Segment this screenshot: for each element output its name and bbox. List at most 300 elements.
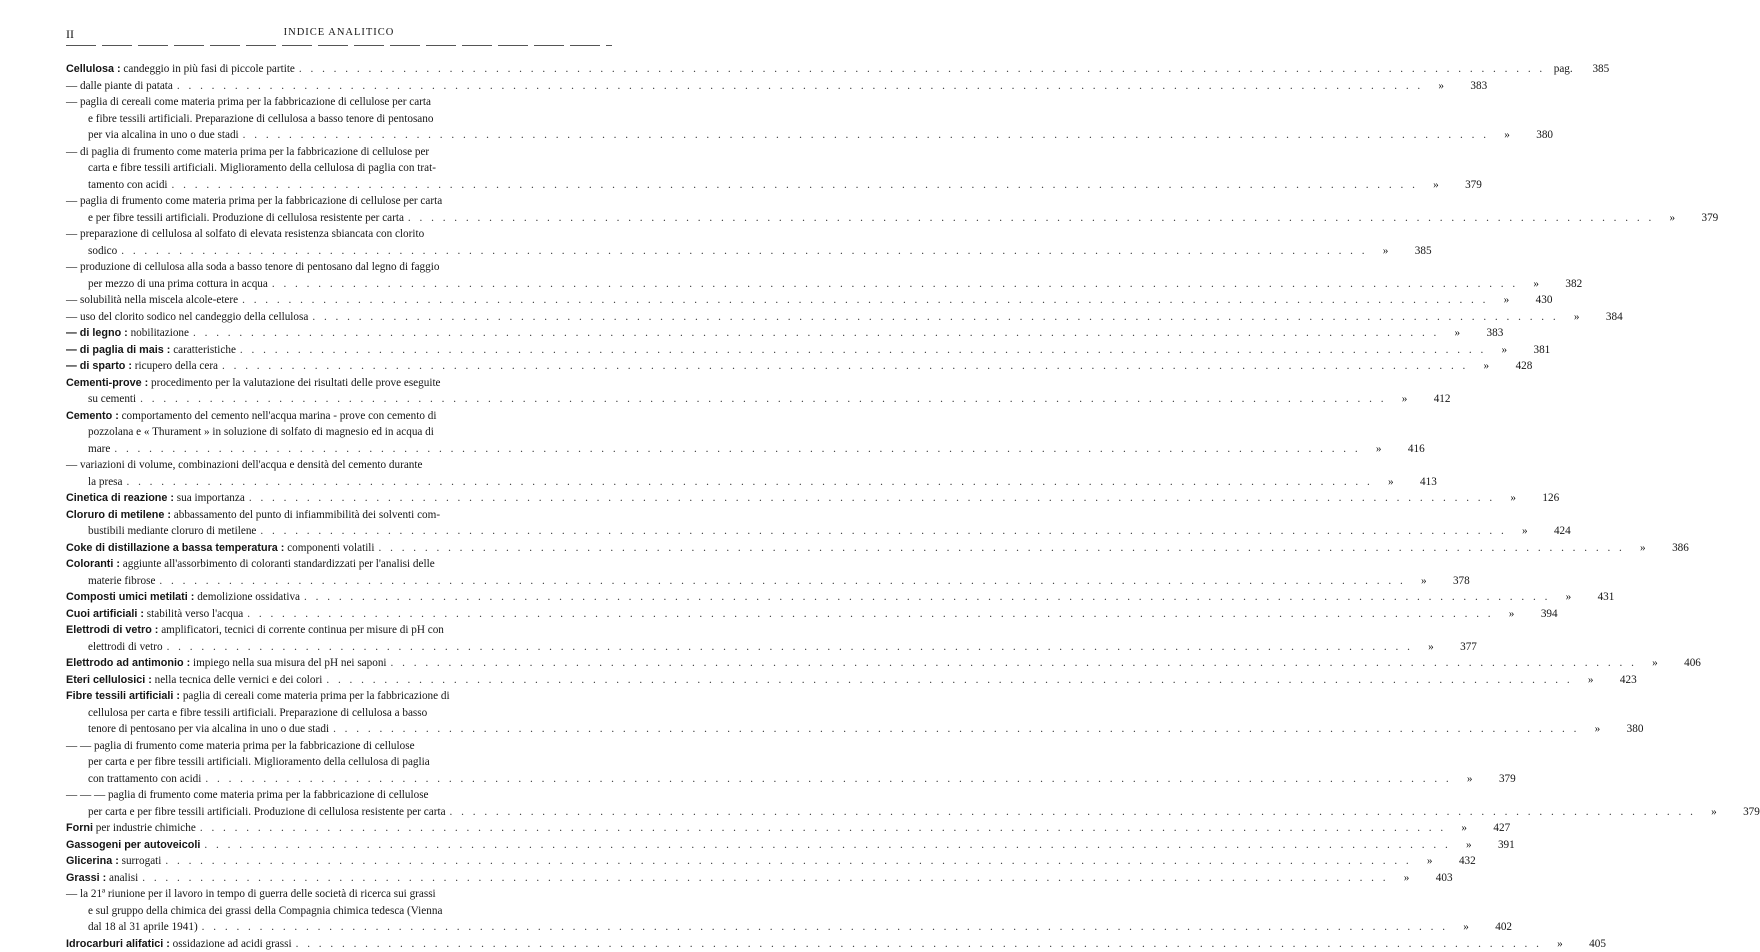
page-reference: [1452, 919, 1512, 936]
entry-text: [66, 787, 616, 804]
index-list: [66, 61, 616, 952]
entry-text: [66, 622, 616, 639]
entry-description: per carta e per fibre tessili artificiali. Miglioramento della cellulosa di paglia: [88, 756, 430, 768]
page-number: 423: [1609, 672, 1637, 689]
entry-text: [66, 94, 616, 111]
index-entry: [66, 606, 616, 623]
index-entry: [66, 655, 616, 672]
page-reference: [1472, 358, 1532, 375]
entry-description: — — paglia di frumento come materia prima per la fabbricazione di cellulose: [66, 740, 415, 752]
index-entry-line: [66, 144, 616, 161]
index-entry: [66, 78, 616, 95]
dot-leader: [247, 606, 1493, 623]
page-reference: [1583, 721, 1643, 738]
entry-text: [88, 721, 329, 738]
page-number: 382: [1554, 276, 1582, 293]
page-marker: »: [1511, 523, 1539, 540]
index-entry-line: [66, 127, 616, 144]
entry-description: per mezzo di una prima cottura in acqua: [88, 278, 268, 290]
page-reference: [1443, 325, 1503, 342]
page-reference: [1492, 292, 1552, 309]
index-entry: [66, 309, 616, 326]
page-number: 427: [1482, 820, 1510, 837]
entry-description: — di paglia di frumento come materia prima per la fabbricazione di cellulose per: [66, 146, 429, 158]
page-reference: [1490, 342, 1550, 359]
dot-leader: [193, 325, 1439, 342]
page-reference: [1393, 870, 1453, 887]
dot-leader: [260, 523, 1506, 540]
dot-leader: [204, 837, 1450, 854]
entry-description: per via alcalina in uno o due stadi: [88, 129, 239, 141]
page-marker: »: [1410, 573, 1438, 590]
entry-term: — di sparto :: [66, 360, 132, 372]
entry-text: [66, 325, 189, 342]
entry-text: [88, 127, 239, 144]
dot-leader: [159, 573, 1405, 590]
entry-term: — di legno :: [66, 327, 128, 339]
entry-text: [66, 144, 616, 161]
index-entry-line: [66, 490, 616, 507]
page-number: 416: [1397, 441, 1425, 458]
dot-leader: [222, 358, 1468, 375]
index-entry-line: [66, 259, 616, 276]
entry-text: [66, 226, 616, 243]
page-reference: [1658, 210, 1718, 227]
page-number: 406: [1673, 655, 1701, 672]
entry-description: impiego nella sua misura del pH nei saponi: [193, 657, 387, 669]
page-reference: [1365, 441, 1425, 458]
dot-leader: [121, 243, 1367, 260]
entry-description: materie fibrose: [88, 575, 155, 587]
index-entry-line: [66, 936, 616, 952]
page-number: 413: [1409, 474, 1437, 491]
page-reference: [1522, 276, 1582, 293]
entry-description: comportamento del cemento nell'acqua marina - prove con cemento di: [122, 410, 437, 422]
page-reference: [1416, 853, 1476, 870]
index-entry: [66, 144, 616, 194]
entry-text: [88, 111, 616, 128]
index-entry-line: [66, 903, 616, 920]
entry-term: Elettrodo ad antimonio :: [66, 657, 190, 669]
page-number: 377: [1449, 639, 1477, 656]
entry-description: amplificatori, tecnici di corrente continua per misure di pH con: [161, 624, 444, 636]
entry-text: [88, 754, 616, 771]
entry-text: [66, 457, 616, 474]
index-entry-line: [66, 589, 616, 606]
page-number: 412: [1422, 391, 1450, 408]
entry-description: — uso del clorito sodico nel candeggio della cellulosa: [66, 311, 308, 323]
index-entry: [66, 837, 616, 854]
index-entry: [66, 870, 616, 887]
entry-description: analisi: [109, 872, 138, 884]
entry-description: — la 21ª riunione per il lavoro in tempo di guerra delle società di ricerca sui grassi: [66, 888, 436, 900]
entry-text: [88, 177, 168, 194]
entry-description: candeggio in più fasi di piccole partite: [123, 63, 294, 75]
page-marker: »: [1422, 177, 1450, 194]
page-marker: »: [1498, 606, 1526, 623]
index-entry-line: [66, 573, 616, 590]
index-entry: [66, 325, 616, 342]
entry-text: [66, 853, 161, 870]
index-entry-line: [66, 721, 616, 738]
entry-term: Coloranti :: [66, 558, 120, 570]
index-entry-line: [66, 853, 616, 870]
header-title: INDICE ANALITICO: [66, 27, 612, 38]
entry-text: [66, 738, 616, 755]
entry-text: [66, 309, 308, 326]
page-marker: »: [1472, 358, 1500, 375]
dot-leader: [114, 441, 1360, 458]
entry-text: [66, 936, 292, 952]
dot-leader: [140, 391, 1386, 408]
entry-description: — dalle piante di patata: [66, 80, 173, 92]
header-page-number: II: [66, 27, 74, 42]
dot-leader: [379, 540, 1625, 557]
index-entry: [66, 787, 616, 820]
index-entry: [66, 622, 616, 655]
page-reference: [1410, 573, 1470, 590]
page-marker: »: [1583, 721, 1611, 738]
index-entry-line: [66, 358, 616, 375]
index-entry-line: [66, 919, 616, 936]
page-marker: »: [1390, 391, 1418, 408]
index-entry: [66, 94, 616, 144]
entry-description: abbassamento del punto di infiammibilità dei solventi com-: [174, 509, 440, 521]
entry-description: e fibre tessili artificiali. Preparazione di cellulosa a basso tenore di pentosano: [88, 113, 433, 125]
index-entry-line: [66, 424, 616, 441]
entry-text: [88, 771, 201, 788]
page-reference: [1577, 672, 1637, 689]
page-number: 379: [1690, 210, 1718, 227]
page-reference: [1499, 490, 1559, 507]
entry-description: nobilitazione: [131, 327, 189, 339]
index-entry: [66, 375, 616, 408]
entry-description: ricupero della cera: [135, 360, 218, 372]
page-reference: [1554, 589, 1614, 606]
page-number: 385: [1404, 243, 1432, 260]
entry-description: pozzolana e « Thurament » in soluzione di solfato di magnesio ed in acqua di: [88, 426, 434, 438]
page-marker: »: [1700, 804, 1728, 821]
page-reference: [1417, 639, 1477, 656]
page-number: 381: [1522, 342, 1550, 359]
entry-text: [66, 556, 616, 573]
index-entry-line: [66, 111, 616, 128]
page-number: 379: [1454, 177, 1482, 194]
index-entry-line: [66, 276, 616, 293]
index-entry: [66, 292, 616, 309]
page-marker: »: [1490, 342, 1518, 359]
page-marker: »: [1372, 243, 1400, 260]
entry-description: cellulosa per carta e fibre tessili artificiali. Preparazione di cellulosa a basso: [88, 707, 427, 719]
entry-text: [66, 886, 616, 903]
index-entry-line: [66, 754, 616, 771]
index-entry: [66, 408, 616, 458]
entry-term: Eteri cellulosici :: [66, 674, 152, 686]
index-entry-line: [66, 655, 616, 672]
entry-text: [88, 804, 446, 821]
page-marker: »: [1427, 78, 1455, 95]
page-marker: »: [1455, 837, 1483, 854]
entry-text: [66, 292, 238, 309]
entry-text: [88, 474, 122, 491]
index-entry-line: [66, 771, 616, 788]
index-entry-line: [66, 325, 616, 342]
entry-text: [66, 672, 322, 689]
dot-leader: [299, 61, 1545, 78]
index-entry-line: [66, 688, 616, 705]
index-entry: [66, 738, 616, 788]
page-number: 383: [1475, 325, 1503, 342]
page-number: 405: [1578, 936, 1606, 952]
index-entry-line: [66, 523, 616, 540]
index-entry-line: [66, 705, 616, 722]
index-entry-line: [66, 292, 616, 309]
page-marker: »: [1456, 771, 1484, 788]
dot-leader: [450, 804, 1696, 821]
entry-text: [88, 639, 163, 656]
page-marker: »: [1492, 292, 1520, 309]
page-number: 431: [1586, 589, 1614, 606]
entry-text: [88, 276, 268, 293]
index-entry: [66, 540, 616, 557]
page-number: 379: [1488, 771, 1516, 788]
entry-description: tenore di pentosano per via alcalina in uno o due stadi: [88, 723, 329, 735]
index-entry: [66, 490, 616, 507]
page-number: 383: [1459, 78, 1487, 95]
page-number: 385: [1581, 61, 1609, 78]
index-entry-line: [66, 787, 616, 804]
index-entry-line: [66, 375, 616, 392]
index-entry-line: [66, 309, 616, 326]
entry-description: componenti volatili: [287, 542, 374, 554]
index-entry: [66, 853, 616, 870]
page-number: 424: [1543, 523, 1571, 540]
dot-leader: [172, 177, 1418, 194]
entry-text: [66, 193, 616, 210]
entry-term: Cementi-prove :: [66, 377, 148, 389]
page-reference: [1427, 78, 1487, 95]
page-reference: [1549, 61, 1609, 78]
index-entry-line: [66, 210, 616, 227]
page-number: 378: [1442, 573, 1470, 590]
index-entry-line: [66, 639, 616, 656]
index-entry: [66, 61, 616, 78]
entry-description: — produzione di cellulosa alla soda a basso tenore di pentosano dal legno di faggio: [66, 261, 439, 273]
entry-term: Fibre tessili artificiali :: [66, 690, 180, 702]
page-marker: »: [1393, 870, 1421, 887]
index-entry-line: [66, 160, 616, 177]
index-entry: [66, 672, 616, 689]
entry-text: [88, 160, 616, 177]
entry-text: [88, 391, 136, 408]
entry-term: Glicerina :: [66, 855, 119, 867]
page-marker: »: [1493, 127, 1521, 144]
page-reference: [1422, 177, 1482, 194]
dot-leader: [205, 771, 1451, 788]
dot-leader: [242, 292, 1488, 309]
page-number: 432: [1448, 853, 1476, 870]
entry-description: dal 18 al 31 aprile 1941): [88, 921, 198, 933]
dot-leader: [165, 853, 1411, 870]
entry-text: [66, 688, 616, 705]
entry-description: sua importanza: [177, 492, 245, 504]
index-entry-line: [66, 886, 616, 903]
dot-leader: [142, 870, 1388, 887]
entry-term: Idrocarburi alifatici :: [66, 938, 170, 950]
entry-description: e sul gruppo della chimica dei grassi della Compagnia chimica tedesca (Vienna: [88, 905, 442, 917]
page-reference: [1629, 540, 1689, 557]
entry-text: [88, 903, 616, 920]
page-number: 430: [1524, 292, 1552, 309]
page-number: 391: [1487, 837, 1515, 854]
page-marker: »: [1641, 655, 1669, 672]
entry-description: ossidazione ad acidi grassi: [173, 938, 292, 950]
index-entry: [66, 259, 616, 292]
entry-text: [66, 259, 616, 276]
page-reference: [1511, 523, 1571, 540]
entry-description: per carta e per fibre tessili artificiali. Produzione di cellulosa resistente per carta: [88, 806, 446, 818]
entry-term: Cellulosa :: [66, 63, 121, 75]
entry-text: [66, 490, 245, 507]
page-reference: [1641, 655, 1701, 672]
entry-description: tamento con acidi: [88, 179, 168, 191]
entry-description: — solubilità nella miscela alcole-etere: [66, 294, 238, 306]
dot-leader: [296, 936, 1542, 952]
index-entry: [66, 342, 616, 359]
entry-text: [66, 655, 387, 672]
entry-description: e per fibre tessili artificiali. Produzione di cellulosa resistente per carta: [88, 212, 404, 224]
entry-text: [66, 837, 200, 854]
page-reference: [1377, 474, 1437, 491]
index-entry: [66, 193, 616, 226]
entry-text: [66, 820, 196, 837]
entry-text: [88, 919, 198, 936]
page-reference: [1700, 804, 1760, 821]
index-entry-line: [66, 391, 616, 408]
page-marker: »: [1554, 589, 1582, 606]
index-entry-line: [66, 61, 616, 78]
entry-description: con trattamento con acidi: [88, 773, 201, 785]
index-entry-line: [66, 837, 616, 854]
page-number: 428: [1504, 358, 1532, 375]
dot-leader: [202, 919, 1448, 936]
index-entry: [66, 688, 616, 738]
entry-text: [66, 61, 295, 78]
dot-leader: [126, 474, 1372, 491]
index-entry-line: [66, 870, 616, 887]
entry-term: Grassi :: [66, 872, 106, 884]
dot-leader: [312, 309, 1558, 326]
index-entry: [66, 226, 616, 259]
entry-text: [88, 441, 110, 458]
index-entry-line: [66, 672, 616, 689]
entry-description: stabilità verso l'acqua: [147, 608, 243, 620]
entry-text: [66, 540, 375, 557]
entry-term: Composti umici metilati :: [66, 591, 194, 603]
page-reference: [1390, 391, 1450, 408]
page-number: 386: [1661, 540, 1689, 557]
entry-term: Cuoi artificiali :: [66, 608, 144, 620]
entry-text: [66, 589, 300, 606]
page-number: 379: [1732, 804, 1760, 821]
page-reference: [1546, 936, 1606, 952]
entry-description: aggiunte all'assorbimento di coloranti standardizzati per l'analisi delle: [123, 558, 435, 570]
entry-description: nella tecnica delle vernici e dei colori: [155, 674, 323, 686]
index-entry-line: [66, 556, 616, 573]
page-number: 126: [1531, 490, 1559, 507]
entry-description: — paglia di cereali come materia prima per la fabbricazione di cellulose per carta: [66, 96, 431, 108]
entry-term: Forni: [66, 822, 93, 834]
entry-text: [88, 705, 616, 722]
page-marker: pag.: [1549, 61, 1577, 78]
entry-description: — paglia di frumento come materia prima per la fabbricazione di cellulose per carta: [66, 195, 442, 207]
entry-description: — variazioni di volume, combinazioni dell'acqua e densità del cemento durante: [66, 459, 422, 471]
entry-text: [88, 243, 117, 260]
page-number: 394: [1530, 606, 1558, 623]
entry-term: Cloruro di metilene :: [66, 509, 171, 521]
index-entry-line: [66, 78, 616, 95]
dot-leader: [177, 78, 1423, 95]
entry-term: Gassogeni per autoveicoli: [66, 839, 200, 851]
page-reference: [1498, 606, 1558, 623]
page-reference: [1493, 127, 1553, 144]
page-marker: »: [1499, 490, 1527, 507]
entry-text: [66, 358, 218, 375]
page-header: [66, 27, 612, 43]
index-entry: [66, 457, 616, 490]
dot-leader: [391, 655, 1637, 672]
page-marker: »: [1546, 936, 1574, 952]
entry-text: [66, 870, 138, 887]
entry-term: Coke di distillazione a bassa temperatura :: [66, 542, 284, 554]
index-entry-line: [66, 193, 616, 210]
page-marker: »: [1522, 276, 1550, 293]
entry-description: paglia di cereali come materia prima per la fabbricazione di: [183, 690, 450, 702]
page-reference: [1372, 243, 1432, 260]
entry-description: elettrodi di vetro: [88, 641, 163, 653]
page-marker: »: [1416, 853, 1444, 870]
entry-text: [66, 507, 616, 524]
index-entry-line: [66, 342, 616, 359]
dot-leader: [167, 639, 1413, 656]
index-entry-line: [66, 507, 616, 524]
index-entry: [66, 507, 616, 540]
header-rule: [66, 45, 612, 46]
dot-leader: [200, 820, 1446, 837]
page-number: 380: [1615, 721, 1643, 738]
entry-text: [66, 606, 243, 623]
index-entry-line: [66, 441, 616, 458]
entry-term: — di paglia di mais :: [66, 344, 170, 356]
entry-text: [66, 342, 236, 359]
entry-text: [88, 210, 404, 227]
dot-leader: [408, 210, 1654, 227]
entry-text: [66, 408, 616, 425]
index-entry-line: [66, 540, 616, 557]
entry-description: — — — paglia di frumento come materia prima per la fabbricazione di cellulose: [66, 789, 429, 801]
index-entry-line: [66, 243, 616, 260]
index-entry: [66, 936, 616, 952]
index-entry-line: [66, 804, 616, 821]
dot-leader: [326, 672, 1572, 689]
entry-text: [88, 523, 256, 540]
entry-description: per industrie chimiche: [96, 822, 196, 834]
page-reference: [1563, 309, 1623, 326]
page-marker: »: [1417, 639, 1445, 656]
page-number: 402: [1484, 919, 1512, 936]
page-number: 403: [1425, 870, 1453, 887]
entry-text: [88, 424, 616, 441]
